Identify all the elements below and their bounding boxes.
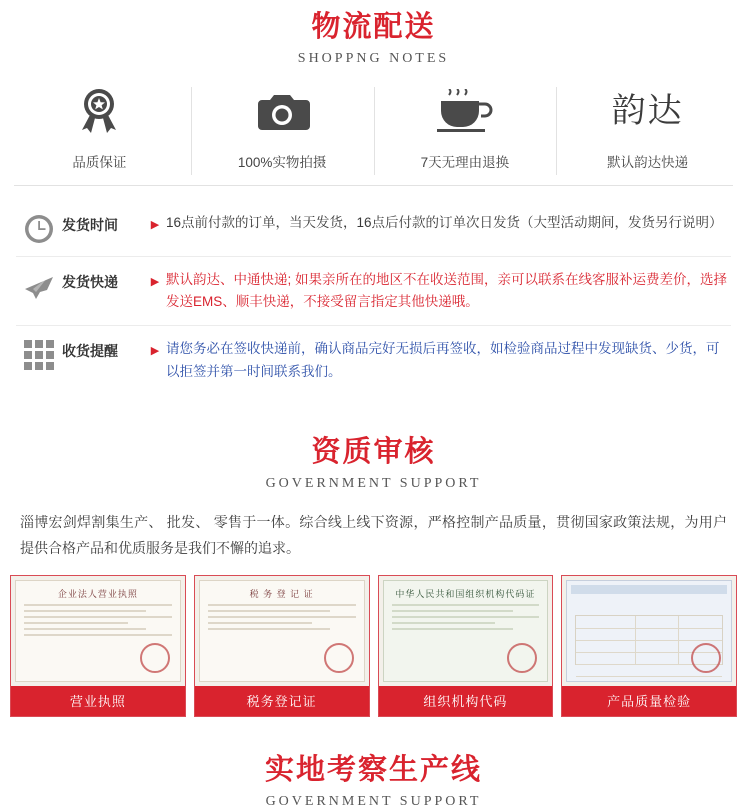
grid-icon [16, 338, 62, 370]
document-line [392, 604, 540, 606]
document-line [208, 628, 330, 630]
quality-badge-icon [8, 85, 191, 137]
certificate-quality-report[interactable] [561, 575, 737, 717]
official-seal [691, 643, 721, 673]
document-line [208, 616, 356, 618]
feature-camera [191, 81, 374, 181]
arrow-icon: ▶ [150, 275, 160, 288]
document-art [15, 580, 181, 682]
certificate-caption: 税务登记证 [195, 686, 369, 716]
official-seal [140, 643, 170, 673]
feature-quality [8, 81, 191, 181]
info-row-courier [16, 257, 731, 327]
document-title: 中华人民共和国组织机构代码证 [395, 589, 536, 600]
certificate-image [562, 576, 736, 686]
info-row-label: 收货提醒 [62, 343, 118, 360]
certificate-tax-registration[interactable] [194, 575, 370, 717]
info-row-shipping-time [16, 200, 731, 257]
certificate-row [0, 561, 747, 717]
feature-return [374, 81, 557, 181]
document-art [566, 580, 732, 682]
logistics-title: 物流配送 [311, 11, 436, 43]
document-title: 企业法人营业执照 [57, 589, 138, 600]
factory-visit-section [0, 743, 747, 810]
document-line [24, 604, 172, 606]
divider [14, 185, 733, 186]
official-seal [507, 643, 537, 673]
feature-label: 100%实物拍摄 [237, 154, 327, 170]
arrow-icon: ▶ [150, 218, 160, 231]
document-line [392, 628, 514, 630]
document-line [24, 610, 146, 612]
qualification-subtitle: GOVERNMENT SUPPORT [265, 475, 482, 491]
certificate-business-license[interactable] [10, 575, 186, 717]
document-line [208, 610, 330, 612]
document-line [24, 628, 146, 630]
logistics-subtitle: SHOPPNG NOTES [297, 50, 450, 66]
info-row-text: 请您务必在签收快递前，确认商品完好无损后再签收，如检验商品过程中发现缺货、少货，可以拒签并第一时间联系我们。 [166, 341, 720, 379]
feature-label: 品质保证 [72, 154, 127, 170]
document-header-bar [571, 585, 727, 594]
clock-icon [16, 212, 62, 244]
document-line [208, 622, 312, 624]
cup-icon [374, 85, 557, 137]
qualification-title: 资质审核 [311, 435, 436, 468]
document-line [392, 622, 496, 624]
certificate-image [195, 576, 369, 686]
certificate-org-code[interactable] [378, 575, 554, 717]
company-description: 淄博宏剑焊割集生产、 批发、 零售于一体。综合线上线下资源，严格控制产品质量，贯彻国家政策法规，为用户提供合格产品和优质服务是我们不懈的追求。 [20, 513, 727, 556]
document-line [392, 610, 514, 612]
document-art [199, 580, 365, 682]
feature-courier [556, 81, 739, 181]
qualification-section [0, 425, 747, 718]
official-seal [324, 643, 354, 673]
plane-icon [16, 269, 62, 301]
document-line [24, 616, 172, 618]
document-line [24, 634, 172, 636]
document-line [392, 616, 540, 618]
certificate-image [379, 576, 553, 686]
factory-visit-title: 实地考察生产线 [264, 754, 482, 787]
yunda-text: 韵达 [611, 91, 684, 130]
certificate-image [11, 576, 185, 686]
certificate-caption: 组织机构代码 [379, 686, 553, 716]
camera-icon [191, 85, 374, 137]
info-row-text: 16点前付款的订单，当天发货，16点后付款的订单次日发货（大型活动期间，发货另行说明） [166, 214, 723, 230]
logistics-section [0, 0, 747, 395]
feature-label: 7天无理由退换 [420, 154, 510, 170]
info-row-label: 发货时间 [62, 216, 118, 233]
factory-visit-subtitle: GOVERNMENT SUPPORT [265, 794, 482, 810]
info-rows [0, 200, 747, 395]
arrow-icon: ▶ [150, 345, 160, 358]
info-row-receipt [16, 326, 731, 395]
feature-label: 默认韵达快递 [607, 154, 689, 170]
document-line [24, 622, 128, 624]
info-row-label: 发货快递 [62, 273, 118, 290]
certificate-caption: 产品质量检验 [562, 686, 736, 716]
info-row-text: 默认韵达、中通快递; 如果亲所在的地区不在收送范围，亲可以联系在线客服补运费差价，选择发送EMS、顺丰快递，不接受留言指定其他快递哦。 [166, 271, 728, 310]
document-line [208, 604, 356, 606]
certificate-caption: 营业执照 [11, 686, 185, 716]
feature-row [0, 81, 747, 181]
document-title: 税 务 登 记 证 [249, 589, 314, 600]
document-art [383, 580, 549, 682]
